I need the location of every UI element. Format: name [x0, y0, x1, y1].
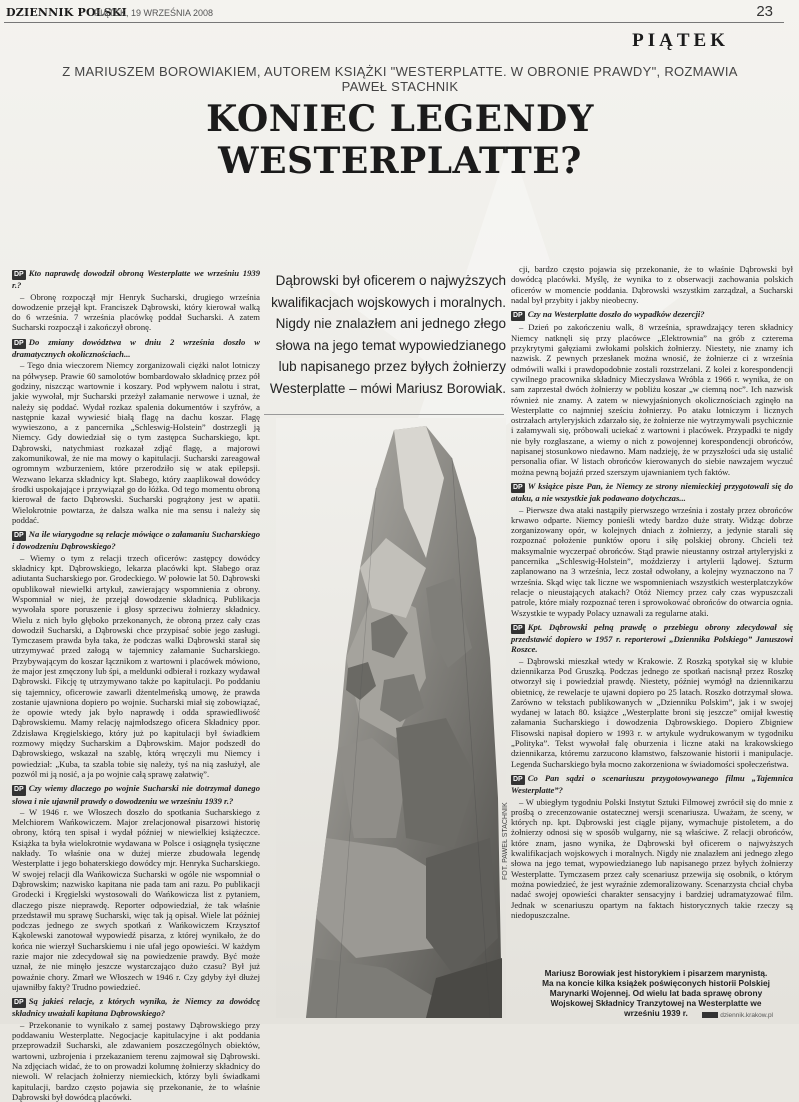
interview-question [511, 309, 793, 321]
interview-answer: – Dąbrowski mieszkał wtedy w Krakowie. Z Roszką spotykał się w klubie dziennikarza Pod Gruszką. Podczas jednego ze spotkań nacisnął przez Roszkę otworzył się i powiedział prawdę. Niestety, później wymógł na dziennikarzu obietnicę, że rewelacje te ujawni dopiero po 25 latach. Roszko dotrzymał słowa. Zarówno w tekstach publikowanych w „Dzienniku Polskim”, jak i w swojej wydanej w latach 80. książce „Westerplatte broni się jeszcze” omijał kwestię załamania Sucharskiego i dowodzenia Dąbrowskiego. Dopiero Zbigniew Flisowski napisał dopiero w 1993 r. w artykule wydrukowanym w tygodniku „Polityka”. Tekst wywołał falę oburzenia i liczne ataki na krakowskiego dziennikarza, któremu zarzucono kłamstwo, fałszowanie historii i manipulacje. Legenda Sucharskiego była mocno zakorzeniona w świadomości społeczeństwa. [511, 655, 793, 769]
article-headline [60, 98, 740, 182]
text-column-left [12, 264, 260, 1102]
question-text: Czy na Westerplatte doszło do wypadków dezercji? [527, 309, 705, 320]
monument-illustration [276, 418, 506, 1018]
pull-quote: Dąbrowski był oficerem o najwyższych kwalifikacjach wojskowych i moralnych. Nigdy nie znalazłem ani jednego złego słowa na jego temat wypowiedzianego lub napisanego przez byłych żołnierzy Westerplatte – mówi Mariusz Borowiak. [269, 273, 506, 396]
question-text: Kto naprawdę dowodził obroną Westerplatte we wrześniu 1939 r.? [12, 268, 260, 291]
interview-question [12, 783, 260, 806]
headline-line-1: KONIEC LEGENDY [206, 98, 594, 140]
photo-credit: FOT. PAWEŁ STACHNIK [502, 802, 509, 880]
dp-marker-icon: DP [511, 775, 525, 785]
interview-question [12, 337, 260, 360]
issue-date: PIĄTEK, 19 WRZEŚNIA 2008 [94, 8, 214, 18]
interview-question [511, 773, 793, 796]
question-text: Kpt. Dąbrowski pełną prawdę o przebiegu obrony zdecydował się przedstawić dopiero w 1957 r. reporterowi „Dziennika Polskiego” Januszowi Roszce. [511, 621, 793, 655]
interview-answer: – Obronę rozpoczął mjr Henryk Sucharski, drugiego września dowodzenie przejął kpt. Franciszek Dąbrowski, który kierował walką do 6 września. 7 września placówkę poddał Sucharski. A zatem Sucharski rozpoczął i zakończył obronę. [12, 291, 260, 333]
question-text: Czy wiemy dlaczego po wojnie Sucharski nie dotrzymał danego słowa i nie ujawnił prawdy o dowodzeniu we wrześniu 1939 r.? [12, 783, 260, 806]
question-text: Na ile wiarygodne są relacje mówiące o załamaniu Sucharskiego i dowodzeniu Dąbrowskiego? [12, 529, 260, 552]
dp-marker-icon: DP [12, 531, 26, 541]
dp-marker-icon: DP [511, 624, 525, 634]
interview-answer: – Przekonanie to wynikało z samej postawy Dąbrowskiego przy poddawaniu Westerplatte. Negocjacje kapitulacyjne i akt poddania przeprowadził Sucharski, ale zdawaniem poszczególnych obiektów, wartowni, uzbrojenia i przekazaniem terenu zajmował się Dąbrowski. Na zdjęciach widać, że to on prowadzi kolumnę żołnierzy składnicy do niewoli. W relacjach żołnierzy niemieckich, którzy byli świadkami kapitulacji, bardzo często pojawia się przekonanie, że to właśnie Dąbrowski był dowódcą placówki. [12, 1019, 260, 1102]
headline-line-2: WESTERPLATTE? [218, 140, 582, 182]
interview-answer: – Pierwsze dwa ataki nastąpiły pierwszego września i zostały przez obrońców krwawo odparte. Niemcy ponieśli wtedy bardzo duże straty. Widząc dobrze zorganizowany opór, w kolejnych dniach z żołnierzy, a jedynie starali się rozpoznać położenie punktów oporu i siłę polskiej obrony. Chcieli też maksymalnie wyczerpać obrońców. Stąd prawie nieustanny ostrzał artyleryjski z pancernika „Schleswig-Holstein”, moździerzy i artylerii lądowej. Szturm zaplanowano na 3 września, lecz został odwołany, a kolejny wyznaczono na 7 września. Skąd więc tak liczne we wspomnieniach wszystkich westerplatczyków relacje o nieustających atakach? Otóż Niemcy przez cały czas wypuszczali patrole, które miały rozpoznać teren i sprowokować obrońców do otwarcia ognia. Wszystkie te wypady Polacy uznawali za regularne ataki. [511, 504, 793, 618]
interview-answer: – W ubiegłym tygodniu Polski Instytut Sztuki Filmowej zwrócił się do mnie z prośbą o zrecenzowanie ostatecznej wersji scenariusza. Uważam, że sceny, w których np. kpt. Dąbrowski jest ciągle pijany, wymachuje pistoletem, a do żołnierzy odnosi się w sposób wulgarny, nie są właściwe. Z relacji obrońców, które znam, jasno wynika, że Dąbrowski był oficerem o najwyższych kwalifikacjach wojskowych i moralnych. Nigdy nie znalazłem ani jednego złego słowa na jego temat, wypowiedzianego lub napisanego przez byłych żołnierzy Westerplatte. Tymczasem przez cały scenariusz przewija się osobnik, o którym można powiedzieć, że jest wyraźnie zdemoralizowany. Scenarzysta chciał chyba nadać swojej opowieści charakter sensacyjny i bardziej udramatyzować film. Jednak w scenariuszu opartym na faktach historycznych takie rzeczy są niedopuszczalne. [511, 796, 793, 920]
interview-answer: – Dzień po zakończeniu walk, 8 września, sprawdzający teren składnicy Niemcy natknęli się przy placówce „Elektrownia” na grób z czterema przykrytymi gałęziami zwłokami polskich żołnierzy. Niestety, nie znamy ich nazwisk. Z pewnych przesłanek można wnosić, że żołnierze ci z września odmówili walki i prawdopodobnie zostali rozstrzelani. Z kolei z korespondencji cywilnego pracownika składnicy Mieczysława Wróbla z 1966 r. wynika, że on sam zaprzestał dwóch żołnierzy w pobliżu koszar „w ciemną noc”. Ich nazwisk również nie znamy. A zatem w niewyjaśnionych okolicznościach zginęło na Westerplatte co najmniej sześciu żołnierzy. Po ataku lotniczym i licznych ostrzałach artyleryjskich zdarzało się, że żołnierze nie wytrzymywali psychicznie i załamywali się, próbowali uciekać z wartowni i placówek. Przypadki te nigdy nie były rozgłaszane, a wiemy o nich z powojennej korespondencji obrońców, napisanej stosunkowo niedawno. Mam nadzieję, że w przyszłości uda się ustalić personalia ofiar. W listach obrońców kierowanych do siebie nawzajem wyczuć można pewną bojaźń przed szerszym ujawnianiem tych faktów. [511, 322, 793, 477]
interview-answer: – Wiemy o tym z relacji trzech oficerów: zastępcy dowódcy składnicy kpt. Dąbrowskiego, lekarza placówki kpt. Słabego oraz adiutanta Sucharskiego por. Grodeckiego. W połowie lat 50. Dąbrowski opublikował niewielki artykuł, zawierający wspomnienia z obrony. Wspomniał w niej, że przejął dowodzenie składnicą. Publikacja wywołała spore poruszenie i głosy sprzeciwu żołnierzy składnicy. Wielu z nich było głęboko przekonanych, że obroną przez cały czas dowodził Sucharski, a Dąbrowski chce przypisać sobie jego zasługi. Tymczasem prawda była taka, że podczas walki Dąbrowski starał się utrzymywać przed załogą w tajemnicy załamanie Sucharskiego. Przybywającym do koszar łącznikom z wartowni i placówek mówiono, że major jest zmęczony lub śpi, a meldunki odbierał i rozkazy wydawał Dąbrowski. Fikcję tę utrzymywano także po kapitulacji. Po poddaniu się tajemnicy, oficerowie zawarli dżentelmeńską umowę, że prawda zostanie ujawniona dopiero po wojnie. Sucharski miał się zobowiązać, że opowie wtedy jak było naprawdę i odda sprawiedliwość Dąbrowskiemu. Mamy relację najmłodszego oficera Składnicy ppor. Zdzisława Kręgielskiego, który już po kapitulacji był świadkiem rozmowy między Sucharskim a Dąbrowskim. Major podszedł do Dąbrowskiego, wskazał na szablę, którą wręczyli mu Niemcy i powiedział: „Kuba, ta szabla tobie się należy, tyś na nią zasłużył, ale pozwól mi ją nosić, a ja po wojnie całą sprawę załatwię”. [12, 552, 260, 779]
interview-question [12, 268, 260, 291]
dp-marker-icon: DP [12, 270, 26, 280]
masthead: DZIENNIK POLSKI [6, 6, 127, 19]
dp-marker-icon: DP [12, 339, 26, 349]
question-text: Co Pan sądzi o scenariuszu przygotowywanego filmu „Tajemnica Westerplatte”? [511, 772, 793, 796]
author-bio: Mariusz Borowiak jest historykiem i pisarzem marynistą. Ma na koncie kilka książek poświęconych historii Polskiej Marynarki Wojennej. Od wielu lat bada sprawę obrony Wojskowej Składnicy Tranzytowej na Westerplatte we wrześniu 1939 r. [542, 968, 770, 1018]
dp-marker-icon: DP [511, 483, 525, 493]
interview-question [12, 996, 260, 1019]
pull-quote-rule [264, 414, 504, 415]
interview-answer: cji, bardzo często pojawia się przekonanie, że to właśnie Dąbrowski był dowódcą placówki. Myślę, że wynika to z obserwacji zachowania polskich oficerów w momencie poddania. Dąbrowski wszystkim zarządzał, a Sucharski nadal był przybity i jakby nieobecny. [511, 264, 793, 305]
interview-answer: – W 1946 r. we Włoszech doszło do spotkania Sucharskiego z Melchiorem Wańkowiczem. Major zrelacjonował pisarzowi historię obrony, którą ten spisał i wydał później w niewielkiej książeczce. Książka ta była wielokrotnie wydawana w Polsce i osiągnęła tysięczne nakłady. To właśnie ona w dużej mierze zbudowała legendę Westerplatte i jego bohaterskiego dowódcy mjr. Henryka Sucharskiego. W swojej relacji dla Wańkowicza Sucharski w ogóle nie wspomniał o Dąbrowskim; nazwisko kapitana nie pada tam ani razu. Po publikacji Grodecki i Kręgielski wystosowali do Wańkowicza list z pytaniem, dlaczego pisze nieprawdę. Reporter odpowiedział, że tak właśnie przedstawił mu sprawę Sucharski, więc tak ją opisał. Wiele lat później podczas jednego ze swych spotkań z Wańkowiczem Krzysztof Kąkolewski zanotował wypowiedź pisarza, z której wynikało, że do końca nie wierzył Sucharskiemu i nie ufał jego opowieści. W każdym razie major nie zdecydował się na powiedzenie prawdy. Być może uznał, że nie minęło jeszcze wystarczająco dużo czasu? Był już powaźnie chory. Zmarł we Włoszech w 1946 r. Czy gdyby żył dłużej ujawniłby fakty? Trudno powiedzieć. [12, 806, 260, 992]
section-label: PIĄTEK [632, 30, 729, 51]
text-column-right [511, 264, 793, 1024]
dp-marker-icon: DP [12, 785, 26, 795]
article-byline: Z MARIUSZEM BOROWIAKIEM, AUTOREM KSIĄŻKI "WESTERPLATTE. W OBRONIE PRAWDY", ROZMAWIA PAWEŁ STACHNIK [62, 64, 738, 94]
interview-question [12, 529, 260, 552]
footer-url [702, 1012, 773, 1019]
westerplatte-monument-photo [276, 418, 506, 1018]
page-number: 23 [756, 3, 773, 20]
question-text: W książce pisze Pan, że Niemcy ze strony niemieckiej przygotowali się do ataku, a nie wszystkie jak podawano dotychczas... [511, 480, 793, 504]
interview-question [511, 622, 793, 655]
question-text: Są jakieś relacje, z których wynika, że Niemcy za dowódcę składnicy uważali kapitana Dąbrowskiego? [12, 996, 260, 1019]
question-text: Do zmiany dowództwa w dniu 2 września doszło w dramatycznych okolicznościach... [12, 336, 260, 360]
page-header [0, 0, 799, 26]
dp-marker-icon: DP [511, 311, 525, 321]
interview-answer: – Tego dnia wieczorem Niemcy zorganizowali ciężki nalot lotniczy na półwysep. Prawie 60 samolotów bombardowało składnicę przez pół godziny, niszcząc wartownie i koszary. Pod wpływem nalotu i strat, jakie wywołał, mjr Sucharski przeżył załamanie nerwowe i uznał, że należy się poddać. Wydał rozkaz spalenia dokumentów i szyfrów, a następnie kazał wywiesić białą flagę na dachu koszar. Flagę wywieszono, a z pancernika „Schleswig-Holstein” dostrzegli ją Niemcy. Gdy dowiedział się o tym zastępca Sucharskiego, kpt. Dąbrowski, natychmiast rozkazał zdjąć flagę, a majorowi zakomunikował, że nie ma mowy o kapitulacji. Sucharski zareagował ogromnym wzburzeniem, które przerodziło się w atak epilepsji. Wezwano lekarza składnicy kpt. Słabego, który zaaplikował dowódcy środki uspokajające i przywiązał go do łóżka. Od tego momentu obroną kierował de facto Dąbrowski. Sucharski pogrążony jest w apatii. Wielokrotnie powtarza, że dalsza walka nie ma sensu i należy się poddać. [12, 360, 260, 525]
dp-marker-icon: DP [12, 998, 26, 1008]
footer-logo-icon [702, 1012, 718, 1018]
footer-url-text: dziennik.krakow.pl [720, 1012, 773, 1019]
header-rule [4, 22, 784, 23]
interview-question [511, 481, 793, 504]
